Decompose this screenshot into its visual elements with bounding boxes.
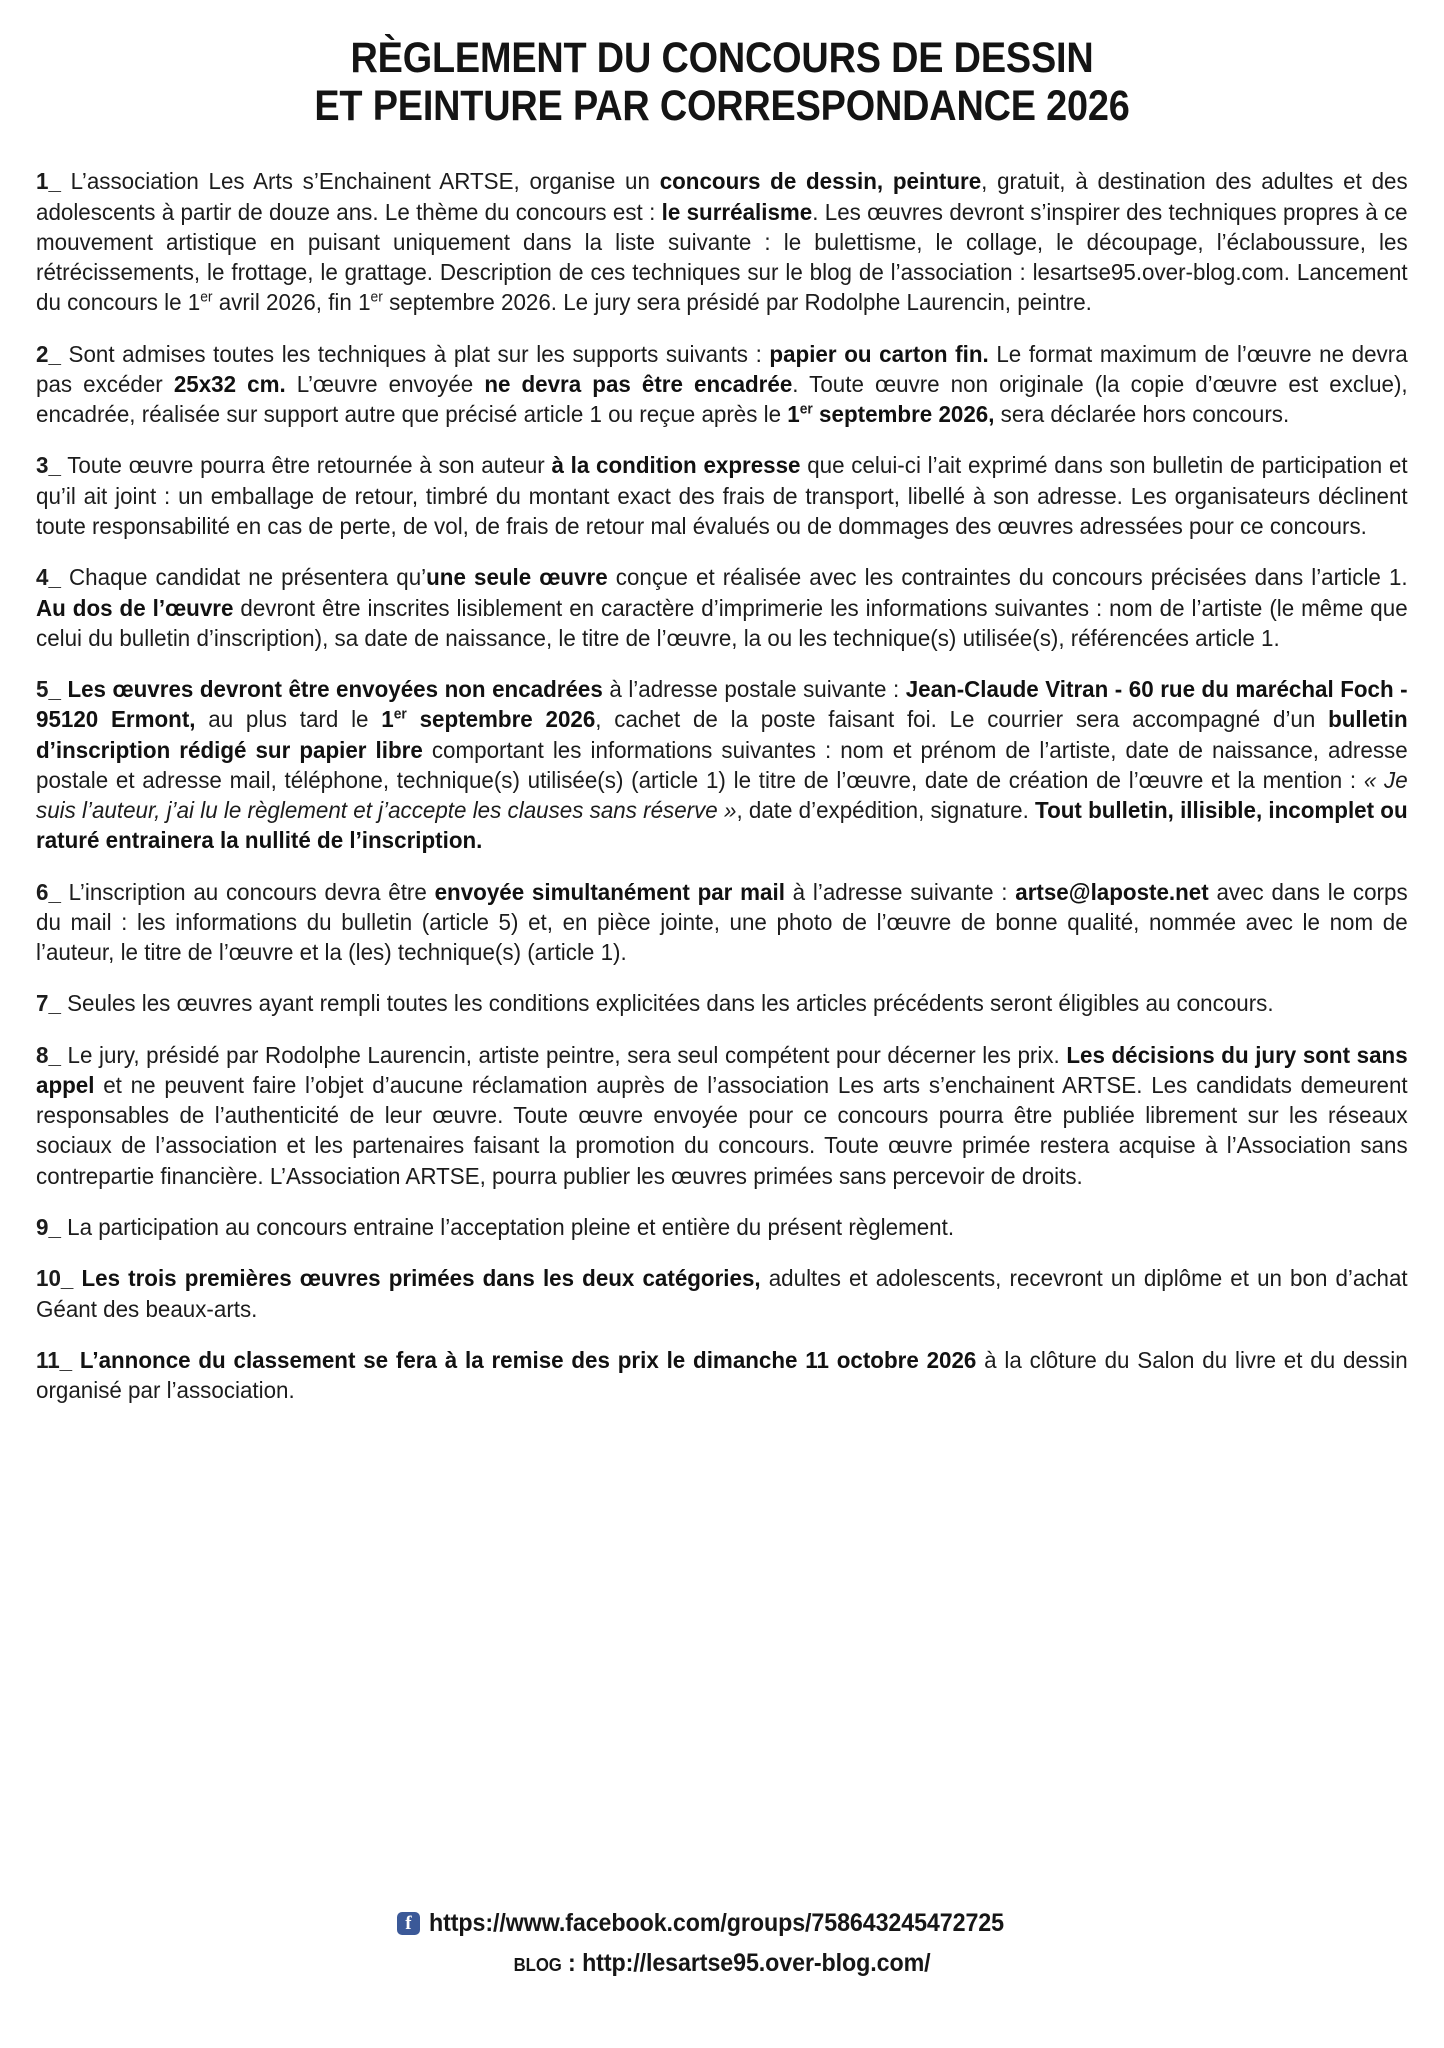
article-text-run: er — [200, 289, 213, 306]
article-number: 11 _ — [36, 1347, 72, 1373]
article-paragraph — [36, 877, 1408, 968]
facebook-link-line[interactable] — [36, 1909, 1408, 1938]
article-text-run: Les œuvres devront être envoyées non encadrées — [67, 676, 603, 703]
blog-label: blog — [513, 1947, 562, 1977]
article-text-run: avril 2026, fin 1 — [212, 289, 371, 316]
article-text-run: à l’adresse postale suivante : — [602, 676, 906, 703]
article-number: 9 _ — [36, 1214, 61, 1240]
article-text-run: er — [799, 401, 813, 418]
article-paragraph — [36, 988, 1408, 1018]
article-text-run: 1 — [381, 706, 394, 733]
article-text-run: L’inscription au concours devra être — [68, 878, 435, 905]
article-number: 2 _ — [36, 341, 61, 367]
article-text-run: concours de dessin, peinture — [659, 168, 982, 195]
article-text-run: à la clôture du Salon du livre et du dessin organisé par l’association. — [36, 1346, 1408, 1404]
article-text-run: et ne peuvent faire l’objet d’aucune réclamation auprès de l’association Les arts s’enchainent ARTSE. Les candidats demeurent responsables de l’authenticité de leur œuvre. Toute œuvre envoyée pour ce concours pourra être publiée librement sur les réseaux sociaux de l’association et les partenaires faisant la promotion du concours. Toute œuvre primée restera acquise à l’Association sans contrepartie financière. L’Association ARTSE, pourra publier les œuvres primées sans percevoir de droits. — [36, 1071, 1408, 1189]
article-text-run: Chaque candidat ne présentera qu’ — [69, 564, 427, 591]
facebook-icon: f — [397, 1912, 420, 1935]
article-text-run: , date d’expédition, signature. — [736, 797, 1036, 824]
blog-link-line[interactable] — [36, 1947, 1408, 1978]
article-paragraph — [36, 1212, 1408, 1242]
article-text-run: conçue et réalisée avec les contraintes du concours précisées dans l’article 1. — [607, 564, 1408, 591]
article-paragraph — [36, 674, 1408, 856]
article-text-run: L’œuvre envoyée — [285, 370, 485, 397]
article-text-run: er — [393, 706, 407, 723]
blog-separator: : — [561, 1949, 582, 1977]
article-text-run: papier ou carton fin. — [769, 340, 989, 367]
article-text-run: Sont admises toutes les techniques à plat sur les supports suivants : — [68, 340, 770, 367]
article-number: 5 _ — [36, 676, 61, 702]
article-text-run: à la condition expresse — [551, 452, 801, 479]
article-text-run: ne devra pas être encadrée — [484, 370, 793, 397]
article-paragraph — [36, 1263, 1408, 1324]
article-text-run: 1 — [787, 401, 800, 428]
article-text-run: devront être inscrites lisiblement en caractère d’imprimerie les informations suivantes : nom de l’artiste (le même que celui du bulletin d’inscription), sa date de naissance, le titre de l’œuvre, la ou les technique(s) utilisée(s), référencées article 1. — [36, 594, 1408, 651]
article-text-run: . Les œuvres devront s’inspirer des techniques propres à ce mouvement artistique en puisant uniquement dans la liste suivante : le bulettisme, le collage, le découpage, l’éclaboussure, les rétrécissements, le frottage, le grattage. Description de ces techniques sur le blog de l’association : lesartse95.over-blog.com. Lancement du concours le 1 — [36, 198, 1408, 316]
article-text-run: au plus tard le — [195, 706, 382, 733]
article-text-run: Au dos de l’œuvre — [36, 594, 234, 621]
article-paragraph — [36, 1040, 1408, 1191]
document-footer — [36, 1909, 1408, 1978]
article-text-run: , gratuit, à destination des adultes et des adolescents à partir de douze ans. Le thème du concours est : — [36, 168, 1408, 225]
article-text-run: à l’adresse suivante : — [784, 878, 1016, 905]
article-number: 10 _ — [36, 1265, 73, 1291]
article-text-run: septembre 2026. Le jury sera présidé par Rodolphe Laurencin, peintre. — [382, 289, 1092, 316]
article-number: 3 _ — [36, 452, 61, 478]
article-text-run: septembre 2026, — [812, 401, 995, 428]
article-text-run: Le jury, présidé par Rodolphe Laurencin, artiste peintre, sera seul compétent pour décerner les prix. — [67, 1041, 1067, 1068]
article-paragraph — [36, 562, 1408, 653]
article-text-run: . Toute œuvre non originale (la copie d’œuvre est exclue), encadrée, réalisée sur support autre que précisé article 1 ou reçue après le — [36, 370, 1408, 428]
article-text-run: « Je suis l’auteur, j’ai lu le règlement et j’accepte les clauses sans réserve » — [36, 766, 1408, 824]
articles-list — [36, 166, 1408, 1405]
article-text-run: Seules les œuvres ayant rempli toutes les conditions explicitées dans les articles précédents seront éligibles au concours. — [67, 990, 1274, 1017]
article-text-run: L’annonce du classement se fera à la remise des prix le dimanche 11 octobre 2026 — [79, 1346, 977, 1373]
article-text-run: Jean-Claude Vitran - 60 rue du maréchal Foch - 95120 Ermont, — [36, 676, 1408, 733]
article-text-run: bulletin d’inscription rédigé sur papier libre — [36, 706, 1408, 763]
facebook-url[interactable]: https://www.facebook.com/groups/758643245472725 — [428, 1909, 1004, 1937]
title-line-2: ET PEINTURE PAR CORRESPONDANCE 2026 — [314, 82, 1130, 131]
blog-url[interactable]: http://lesartse95.over-blog.com/ — [581, 1949, 931, 1977]
article-text-run: septembre 2026 — [406, 706, 596, 733]
article-number: 7 _ — [36, 990, 61, 1016]
article-text-run: adultes et adolescents, recevront un diplôme et un bon d’achat Géant des beaux-arts. — [36, 1265, 1408, 1322]
article-text-run: La participation au concours entraine l’acceptation pleine et entière du présent règlement. — [67, 1214, 955, 1241]
page-title — [118, 34, 1325, 130]
article-text-run: le surréalisme — [661, 198, 813, 225]
article-text-run: sera déclarée hors concours. — [994, 401, 1290, 428]
article-number: 6 _ — [36, 879, 61, 905]
article-text-run: er — [370, 289, 383, 306]
article-text-run: Le format maximum de l’œuvre ne devra pas excéder — [36, 340, 1408, 397]
article-text-run: Les trois premières œuvres primées dans les deux catégories, — [81, 1265, 761, 1292]
article-text-run: 25x32 cm. — [173, 370, 286, 397]
article-text-run: L’association Les Arts s’Enchainent ARTSE, organise un — [70, 168, 660, 195]
article-text-run: que celui-ci l’ait exprimé dans son bulletin de participation et qu’il ait joint : un emballage de retour, timbré du montant exact des frais de transport, libellé à son adresse. Les organisateurs déclinent toute responsabilité en cas de perte, de vol, de frais de retour mal évalués ou de dommages des œuvres adressées pour ce concours. — [36, 452, 1408, 539]
article-text-run: une seule œuvre — [426, 564, 608, 591]
article-text-run: avec dans le corps du mail : les informations du bulletin (article 5) et, en pièce jointe, une photo de l’œuvre de bonne qualité, nommée avec le nom de l’auteur, le titre de l’œuvre et la (les) technique(s) (article 1). — [36, 878, 1408, 966]
title-line-1: RÈGLEMENT DU CONCOURS DE DESSIN — [350, 34, 1094, 82]
article-text-run: Toute œuvre pourra être retournée à son auteur — [67, 452, 552, 479]
article-text-run: envoyée simultanément par mail — [434, 878, 785, 905]
article-text-run: comportant les informations suivantes : nom et prénom de l’artiste, date de naissance, adresse postale et adresse mail, téléphone, technique(s) utilisée(s) (article 1) le titre de l’œuvre, date de création de l’œuvre et la mention : — [36, 736, 1408, 793]
article-number: 4 _ — [36, 564, 61, 590]
article-text-run: , cachet de la poste faisant foi. Le courrier sera accompagné d’un — [595, 706, 1329, 733]
article-text-run: artse@laposte.net — [1015, 878, 1209, 905]
article-number: 1 _ — [36, 168, 61, 194]
article-paragraph — [36, 166, 1408, 317]
article-number: 8 _ — [36, 1042, 61, 1068]
article-paragraph — [36, 339, 1408, 430]
article-paragraph — [36, 450, 1408, 541]
article-text-run: Tout bulletin, illisible, incomplet ou raturé entrainera la nullité de l’inscription. — [36, 797, 1408, 854]
article-paragraph — [36, 1345, 1408, 1406]
article-text-run: Les décisions du jury sont sans appel — [36, 1041, 1408, 1098]
